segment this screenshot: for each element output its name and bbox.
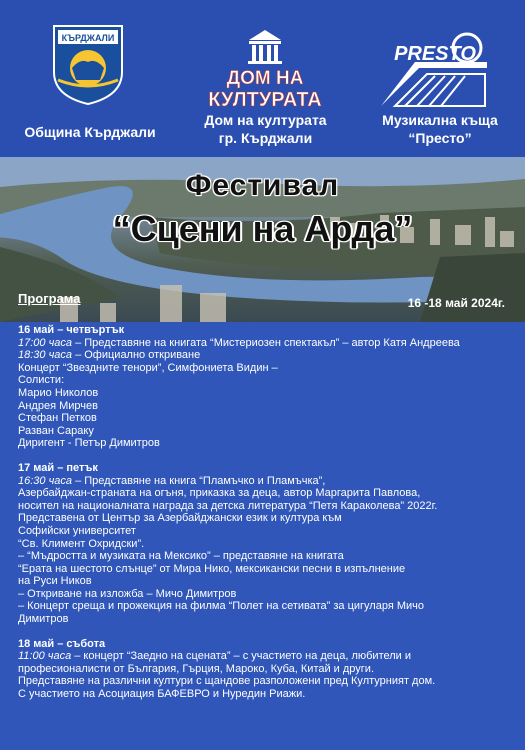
svg-text:КЪРДЖАЛИ: КЪРДЖАЛИ bbox=[61, 33, 115, 43]
day3-item1 bbox=[18, 650, 518, 663]
day1-line8: Разван Сараку bbox=[18, 424, 94, 437]
day1-heading: 16 май – четвъртък bbox=[18, 324, 125, 336]
day1-item2 bbox=[18, 349, 518, 362]
day1-item2-time: 18:30 часа bbox=[18, 349, 73, 362]
day1-line5: Марио Николов bbox=[18, 386, 99, 399]
presto-logo bbox=[375, 28, 495, 110]
day2-item1 bbox=[18, 475, 518, 488]
day2-line5: Софийски университет bbox=[18, 524, 136, 537]
day3-heading: 18 май – събота bbox=[18, 637, 106, 650]
caption-presto-1: Музикална къща bbox=[382, 112, 498, 128]
header bbox=[0, 0, 525, 157]
presto-wordmark: PRESTO bbox=[394, 43, 476, 65]
day3-line2: професионалисти от България, Гърция, Мароко, Куба, Китай и други. bbox=[18, 662, 375, 675]
day1-line9: Диригент - Петър Димитров bbox=[18, 437, 160, 450]
festival-name: “Сцени на Арда” bbox=[112, 208, 413, 249]
caption-presto-2: “Престо” bbox=[408, 130, 472, 146]
day1-item1-text: – Представяне на книгата “Мистериозен спектакъл” – автор Катя Андреева bbox=[72, 336, 460, 349]
day3-item1-time: 11:00 часа bbox=[18, 650, 72, 663]
day2-line6: “Св. Климент Охридски”. bbox=[18, 537, 145, 550]
day2-line8: “Ерата на шестото слънце” от Мира Нико, мексикански песни в изпълнение bbox=[18, 562, 406, 575]
dom-line1: ДОМ НА bbox=[226, 68, 304, 89]
festival-dates: 16 -18 май 2024г. bbox=[407, 296, 505, 310]
program-body bbox=[18, 324, 518, 701]
day2-item1-time: 16:30 часа bbox=[18, 474, 73, 487]
day3-item1-text: – концерт “Заедно на сцената” – с участието на деца, любители и bbox=[71, 650, 411, 663]
day1-line4: Солисти: bbox=[18, 374, 65, 387]
kardzhali-crest-icon bbox=[50, 22, 126, 106]
day3-line3: Представяне на различни култури с щандове разположени пред Културният дом. bbox=[18, 675, 436, 688]
day2-line7: – “Мъдростта и музиката на Мексико” – представяне на книгата bbox=[18, 550, 344, 563]
day1-item2-text: – Официално откриване bbox=[72, 349, 201, 362]
program-label: Програма bbox=[18, 291, 81, 306]
day1-line6: Андрея Мирчев bbox=[18, 399, 98, 412]
dom-line2: КУЛТУРАТА bbox=[208, 89, 322, 110]
caption-dom-2: гр. Кърджали bbox=[218, 130, 313, 146]
day2-line4: Представена от Център за Азербайджански език и култура към bbox=[18, 512, 342, 525]
day2-line11: – Концерт среща и прожекция на филма “Полет на сетивата” за цигуларя Мичо bbox=[18, 600, 424, 613]
day2-line12: Димитров bbox=[18, 613, 69, 626]
day2-line2: Азербайджан-страната на огъня, приказка за деца, автор Маргарита Павлова, bbox=[18, 487, 421, 500]
day1-item1 bbox=[18, 337, 518, 350]
caption-presto bbox=[355, 111, 525, 147]
caption-dom-1: Дом на културата bbox=[204, 112, 327, 128]
day2-heading: 17 май – петък bbox=[18, 461, 98, 474]
day1-line7: Стефан Петков bbox=[18, 412, 97, 425]
caption-obshtina: Община Кърджали bbox=[24, 124, 156, 140]
day2-line9: на Руси Ников bbox=[18, 575, 92, 588]
day1-item1-time: 17:00 часа bbox=[18, 336, 73, 349]
day2-line3: носител на националната награда за детска литература “Петя Караколева” 2022г. bbox=[18, 499, 438, 512]
day2-line10: – Откриване на изложба – Мичо Димитров bbox=[18, 587, 237, 600]
festival-title: Фестивал bbox=[185, 169, 340, 202]
day2-item1-text: – Представяне на книга “Пламъчко и Пламъчка”, bbox=[72, 474, 326, 487]
day1-line3: Концерт “Звездните тенори”, Симфониета Видин – bbox=[18, 361, 278, 374]
day3-line4: С участието на Асоциация БАФЕВРО и Нуредин Риажи. bbox=[18, 688, 306, 701]
caption-dom bbox=[183, 111, 348, 147]
dom-na-kulturata-logo bbox=[205, 26, 325, 110]
